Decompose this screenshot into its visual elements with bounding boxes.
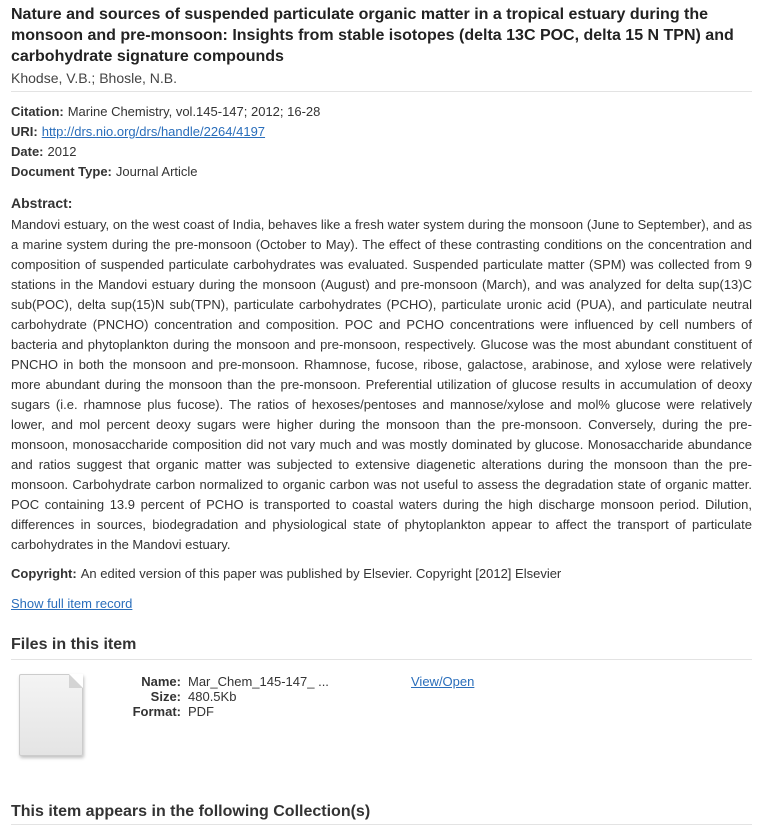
metadata-list xyxy=(11,102,752,182)
file-format-row xyxy=(111,704,329,719)
file-name-value: Mar_Chem_145-147_ ... xyxy=(188,674,329,689)
file-action xyxy=(411,674,474,689)
citation-label: Citation: xyxy=(11,104,64,119)
file-format-value: PDF xyxy=(188,704,214,719)
uri-label: URI: xyxy=(11,124,38,139)
document-type-row xyxy=(11,162,752,182)
full-record-row xyxy=(11,595,752,613)
collections-heading: This item appears in the following Collection(s) xyxy=(11,802,752,825)
page-title: Nature and sources of suspended particulate organic matter in a tropical estuary during the monsoon and pre-monsoon: Insights from stable isotopes (delta 13C POC, delta 15 N TPN) and carbohydrate signature compounds xyxy=(11,6,734,65)
file-size-row xyxy=(111,689,329,704)
view-open-link[interactable]: View/Open xyxy=(411,674,475,689)
citation-row xyxy=(11,102,752,122)
uri-row xyxy=(11,122,752,142)
page-fold xyxy=(69,674,83,688)
file-name-row xyxy=(111,674,329,689)
date-value: 2012 xyxy=(47,144,77,159)
files-heading: Files in this item xyxy=(11,635,752,660)
copyright-row xyxy=(11,564,752,584)
file-item xyxy=(11,674,752,774)
file-size-label: Size: xyxy=(150,689,181,704)
uri-link[interactable]: http://drs.nio.org/drs/handle/2264/4197 xyxy=(41,124,266,139)
file-size-value: 480.5Kb xyxy=(188,689,237,704)
copyright-label: Copyright: xyxy=(11,566,77,581)
file-name-label: Name: xyxy=(141,674,181,689)
item-authors: Khodse, V.B.; Bhosle, N.B. xyxy=(11,69,752,92)
date-row xyxy=(11,142,752,162)
document-type-value: Journal Article xyxy=(115,164,198,179)
copyright-text: An edited version of this paper was published by Elsevier. Copyright [2012] Elsevier xyxy=(80,566,562,581)
file-format-label: Format: xyxy=(132,704,181,719)
document-icon[interactable] xyxy=(19,674,83,756)
document-type-label: Document Type: xyxy=(11,164,112,179)
file-metadata xyxy=(111,674,329,719)
citation-value: Marine Chemistry, vol.145-147; 2012; 16-28 xyxy=(67,104,321,119)
abstract-text: Mandovi estuary, on the west coast of India, behaves like a fresh water system during the monsoon (June to September), and as a marine system during the pre-monsoon (October to May). The effect of these contrasting conditions on the concentration and composition of suspended particulate carbohydrates was evaluated. Suspended particulate matter (SPM) was collected from 9 stations in the Mandovi estuary during the monsoon (August) and pre-monsoon (March), and was analyzed for delta sup(13)C sub(POC), delta sup(15)N sub(TPN), particulate carbohydrates (PCHO), particulate uronic acid (PUA), and particulate neutral carbohydrate (PNCHO) concentration and composition. POC and PCHO concentrations were influenced by cell numbers of bacteria and phytoplankton during the monsoon and pre-monsoon, respectively. Glucose was the most abundant constituent of PNCHO in both the monsoon and pre-monsoon. Rhamnose, fucose, ribose, galactose, arabinose, and xylose were relatively more abundant during the monsoon than the pre-monsoon. Preferential utilization of glucose results in accumulation of deoxy sugars (i.e. rhamnose plus fucose). The ratios of hexoses/pentoses and mannose/xylose and mol% glucose were relatively lower, and mol percent deoxy sugars were higher during the monsoon than the pre-monsoon. Conversely, during the pre-monsoon, monosaccharide composition did not vary much and was mostly dominated by glucose. Monosaccharide abundance and ratios suggest that organic matter was subjected to extensive diagenetic alterations during the monsoon than the pre-monsoon. Carbohydrate carbon normalized to organic carbon was not useful to assess the degradation state of organic matter. POC containing 13.9 percent of PCHO is transported to coastal waters during the high discharge monsoon period. Dilution, differences in sources, biodegradation and physiological state of phytoplankton appear to affect the transport of particulate carbohydrates in the Mandovi estuary. xyxy=(11,217,752,552)
show-full-record-link[interactable]: Show full item record xyxy=(11,596,133,611)
abstract-heading: Abstract: xyxy=(11,195,73,211)
item-view xyxy=(0,4,759,825)
date-label: Date: xyxy=(11,144,44,159)
